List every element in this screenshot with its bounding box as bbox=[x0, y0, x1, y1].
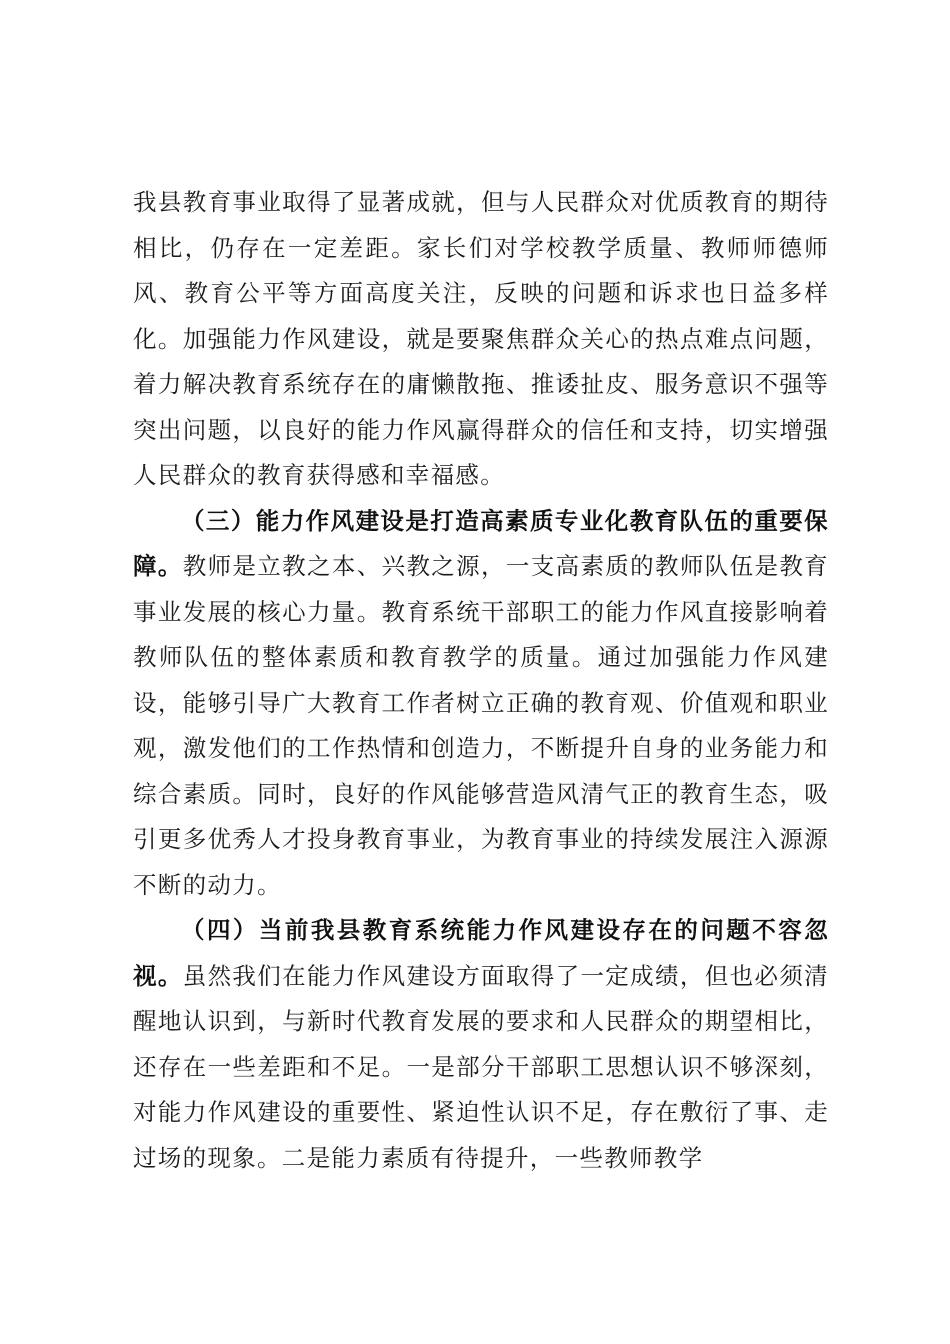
paragraph-section-four bbox=[133, 908, 829, 1181]
paragraph-body-text: 虽然我们在能力作风建设方面取得了一定成绩，但也必须清醒地认识到，与新时代教育发展的要求和人民群众的期望相比，还存在一些差距和不足。一是部分干部职工思想认识不够深刻，对能力作风建设的重要性、紧迫性认识不足，存在敷衍了事、走过场的现象。二是能力素质有待提升，一些教师教学 bbox=[133, 961, 829, 1172]
paragraph-continuation bbox=[133, 180, 829, 499]
paragraph-section-three bbox=[133, 499, 829, 909]
section-heading-four: （四）当前我县教育系统能力作风建设存在的问题不容忽视。 bbox=[133, 916, 829, 990]
paragraph-body-text: 我县教育事业取得了显著成就，但与人民群众对优质教育的期待相比，仍存在一定差距。家长们对学校教学质量、教师师德师风、教育公平等方面高度关注，反映的问题和诉求也日益多样化。加强能力作风建设，就是要聚焦群众关心的热点难点问题，着力解决教育系统存在的庸懒散拖、推诿扯皮、服务意识不强等突出问题，以良好的能力作风赢得群众的信任和支持，切实增强人民群众的教育获得感和幸福感。 bbox=[133, 188, 829, 489]
section-heading-three: （三）能力作风建设是打造高素质专业化教育队伍的重要保障。 bbox=[133, 506, 829, 580]
paragraph-body-text: 教师是立教之本、兴教之源，一支高素质的教师队伍是教育事业发展的核心力量。教育系统干部职工的能力作风直接影响着教师队伍的整体素质和教育教学的质量。通过加强能力作风建设，能够引导广大教育工作者树立正确的教育观、价值观和职业观，激发他们的工作热情和创造力，不断提升自身的业务能力和综合素质。同时，良好的作风能够营造风清气正的教育生态，吸引更多优秀人才投身教育事业，为教育事业的持续发展注入源源不断的动力。 bbox=[133, 552, 829, 899]
document-body bbox=[133, 180, 829, 1181]
